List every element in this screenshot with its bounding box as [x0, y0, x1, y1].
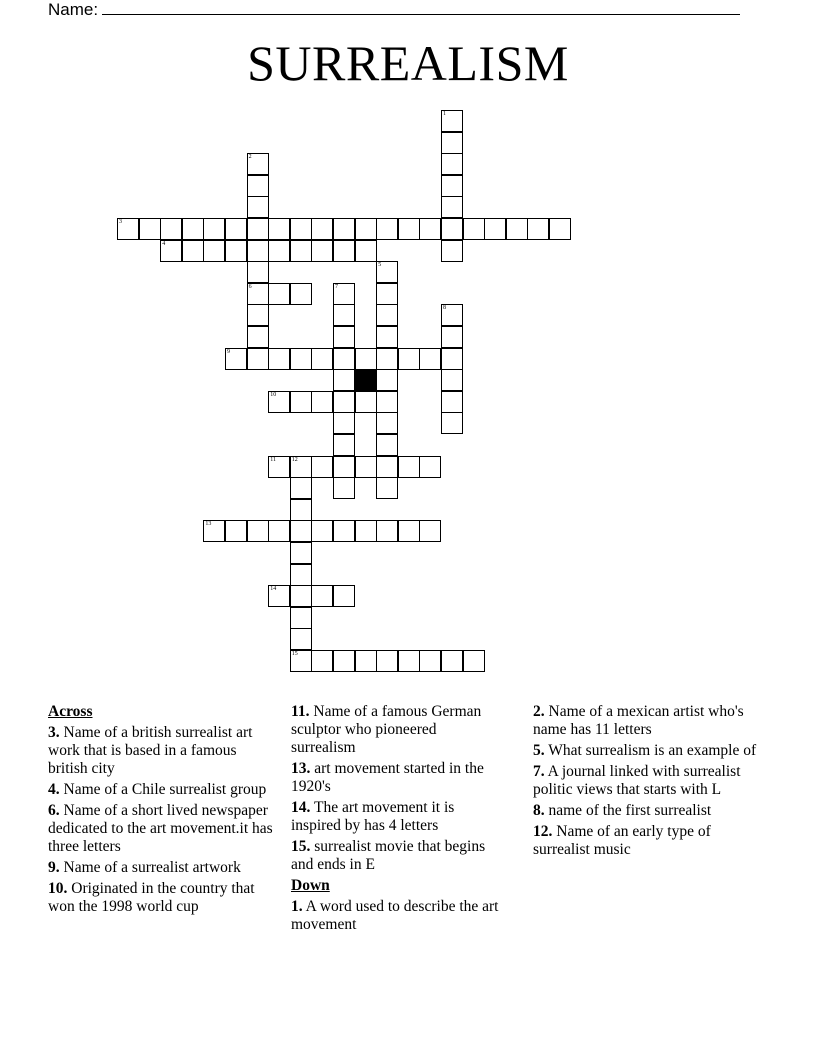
grid-cell[interactable]	[333, 348, 355, 370]
grid-cell[interactable]	[139, 218, 161, 240]
clue-item	[291, 760, 503, 796]
grid-cell[interactable]	[376, 650, 398, 672]
clue-number: 4	[162, 240, 166, 247]
clue-item	[48, 880, 280, 916]
clue-number: 9.	[48, 859, 60, 876]
clue-number: 2.	[533, 703, 545, 720]
grid-cell[interactable]	[247, 196, 269, 218]
grid-cell[interactable]	[247, 218, 269, 240]
clue-number: 11.	[291, 703, 310, 720]
clue-number: 1.	[291, 898, 303, 915]
grid-cell[interactable]	[441, 153, 463, 175]
grid-cell[interactable]	[290, 348, 312, 370]
grid-cell[interactable]	[398, 456, 420, 478]
clue-number: 7.	[533, 763, 545, 780]
grid-cell[interactable]	[376, 348, 398, 370]
clue-number: 14.	[291, 799, 311, 816]
grid-cell[interactable]	[376, 283, 398, 305]
clue-number: 5.	[533, 742, 545, 759]
clue-text: A journal linked with surrealist politic views that starts with L	[533, 763, 741, 798]
grid-cell[interactable]	[268, 520, 290, 542]
grid-cell[interactable]	[333, 391, 355, 413]
grid-cell[interactable]	[549, 218, 571, 240]
grid-cell[interactable]	[311, 520, 333, 542]
grid-cell[interactable]	[225, 240, 247, 262]
numbered-cell[interactable]	[376, 261, 398, 283]
grid-cell[interactable]	[441, 196, 463, 218]
grid-cell[interactable]	[268, 283, 290, 305]
grid-cell[interactable]	[441, 240, 463, 262]
grid-cell[interactable]	[333, 412, 355, 434]
clue-number: 3	[119, 219, 122, 225]
grid-cell[interactable]	[355, 240, 377, 262]
clue-item	[291, 838, 503, 874]
grid-cell[interactable]	[398, 520, 420, 542]
down-heading: Down	[291, 877, 330, 894]
name-label: Name:	[48, 0, 99, 19]
grid-cell[interactable]	[268, 240, 290, 262]
clue-number: 5	[378, 262, 382, 269]
clue-number: 9	[227, 348, 230, 355]
grid-cell[interactable]	[247, 326, 269, 348]
grid-cell[interactable]	[268, 348, 290, 370]
grid-cell[interactable]	[376, 369, 398, 391]
numbered-cell[interactable]	[225, 348, 247, 370]
grid-cell[interactable]	[441, 326, 463, 348]
grid-cell[interactable]	[484, 218, 506, 240]
clue-number: 11	[270, 456, 276, 463]
grid-cell[interactable]	[376, 391, 398, 413]
grid-cell[interactable]	[333, 240, 355, 262]
grid-cell[interactable]	[441, 369, 463, 391]
clue-text: Name of an early type of surrealist music	[533, 823, 711, 858]
grid-cell[interactable]	[441, 650, 463, 672]
grid-cell[interactable]	[463, 650, 485, 672]
grid-cell[interactable]	[290, 585, 312, 607]
grid-cell[interactable]	[311, 650, 333, 672]
grid-cell[interactable]	[311, 391, 333, 413]
grid-cell[interactable]	[247, 348, 269, 370]
grid-cell[interactable]	[311, 585, 333, 607]
clue-number: 12.	[533, 823, 553, 840]
numbered-cell[interactable]	[333, 283, 355, 305]
page-title: SURREALISM	[247, 35, 569, 91]
clue-number: 10.	[48, 880, 68, 897]
grid-cell[interactable]	[355, 348, 377, 370]
clue-text: Name of a short lived newspaper dedicated to the art movement.it has three letters	[48, 802, 273, 855]
grid-cell[interactable]	[333, 650, 355, 672]
grid-cell[interactable]	[419, 456, 441, 478]
clue-number: 8.	[533, 802, 545, 819]
down-clue-list	[291, 898, 503, 934]
numbered-cell[interactable]	[160, 240, 182, 262]
numbered-cell[interactable]	[441, 110, 463, 132]
down-clue-list-continued	[533, 703, 763, 859]
clue-item	[48, 802, 280, 856]
clue-number: 15	[291, 651, 298, 657]
clue-item	[533, 703, 763, 739]
across-heading: Across	[48, 703, 93, 720]
clue-text: Name of a famous German sculptor who pioneered surrealism	[291, 703, 482, 756]
grid-cell[interactable]	[311, 240, 333, 262]
numbered-cell[interactable]	[268, 456, 290, 478]
grid-cell[interactable]	[182, 218, 204, 240]
clue-text: What surrealism is an example of	[544, 742, 757, 759]
grid-cell[interactable]	[355, 456, 377, 478]
numbered-cell[interactable]	[290, 456, 312, 478]
grid-cell[interactable]	[376, 326, 398, 348]
clue-text: name of the first surrealist	[544, 802, 712, 819]
grid-cell[interactable]	[247, 520, 269, 542]
clue-item	[48, 724, 280, 778]
grid-cell[interactable]	[376, 456, 398, 478]
clue-number: 7	[335, 283, 338, 290]
grid-cell[interactable]	[268, 218, 290, 240]
clue-number: 13	[205, 521, 212, 528]
clue-text: Name of a british surrealist art work that is based in a famous british city	[48, 724, 253, 777]
clue-item	[291, 898, 503, 934]
grid-cell[interactable]	[333, 434, 355, 456]
clue-text: Name of a mexican artist who's name has 11 letters	[533, 703, 744, 738]
grid-cell[interactable]	[290, 283, 312, 305]
grid-cell[interactable]	[333, 520, 355, 542]
grid-cell[interactable]	[225, 520, 247, 542]
grid-cell[interactable]	[506, 218, 528, 240]
clue-text: Name of a surrealist artwork	[59, 859, 241, 876]
grid-cell[interactable]	[182, 240, 204, 262]
grid-cell[interactable]	[441, 175, 463, 197]
clue-text: A word used to describe the art movement	[291, 898, 499, 933]
grid-cell[interactable]	[355, 218, 377, 240]
clue-item	[291, 799, 503, 835]
clue-number: 13.	[291, 760, 311, 777]
clue-number: 2	[248, 154, 252, 161]
clue-item	[533, 742, 763, 760]
clue-text: art movement started in the 1920's	[291, 760, 484, 795]
grid-cell[interactable]	[398, 348, 420, 370]
grid-cell[interactable]	[247, 175, 269, 197]
grid-cell[interactable]	[290, 477, 312, 499]
grid-cell[interactable]	[376, 434, 398, 456]
clue-text: The art movement it is inspired by has 4 letters	[291, 799, 455, 834]
clue-text: Name of a Chile surrealist group	[59, 781, 267, 798]
grid-cell[interactable]	[398, 650, 420, 672]
grid-cell[interactable]	[355, 391, 377, 413]
grid-cell[interactable]	[247, 261, 269, 283]
numbered-cell[interactable]	[247, 283, 269, 305]
numbered-cell[interactable]	[203, 520, 225, 542]
grid-cell[interactable]	[441, 132, 463, 154]
grid-cell[interactable]	[376, 520, 398, 542]
clue-item	[48, 859, 280, 877]
grid-cell[interactable]	[290, 218, 312, 240]
numbered-cell[interactable]	[290, 650, 312, 672]
clue-number: 6.	[48, 802, 60, 819]
grid-cell[interactable]	[290, 240, 312, 262]
grid-cell[interactable]	[333, 304, 355, 326]
grid-cell[interactable]	[441, 348, 463, 370]
clue-text: Originated in the country that won the 1998 world cup	[48, 880, 255, 915]
grid-cell[interactable]	[203, 240, 225, 262]
grid-cell[interactable]	[203, 218, 225, 240]
grid-cell[interactable]	[441, 218, 463, 240]
clue-number: 4.	[48, 781, 60, 798]
clue-number: 6	[248, 283, 252, 290]
clue-number: 10	[270, 391, 277, 398]
grid-cell[interactable]	[441, 412, 463, 434]
grid-cell[interactable]	[311, 456, 333, 478]
clue-text: surrealist movie that begins and ends in E	[291, 838, 486, 873]
black-square	[355, 369, 377, 391]
grid-cell[interactable]	[419, 650, 441, 672]
grid-cell[interactable]	[290, 391, 312, 413]
grid-cell[interactable]	[311, 218, 333, 240]
clue-column-2	[291, 703, 503, 937]
grid-cell[interactable]	[333, 585, 355, 607]
clue-item	[533, 802, 763, 820]
numbered-cell[interactable]	[247, 153, 269, 175]
clue-number: 8	[443, 305, 446, 312]
clue-item	[533, 763, 763, 799]
grid-cell[interactable]	[355, 650, 377, 672]
grid-cell[interactable]	[290, 542, 312, 564]
grid-cell[interactable]	[333, 456, 355, 478]
across-clue-list-continued	[291, 703, 503, 874]
grid-cell[interactable]	[527, 218, 549, 240]
across-clue-list	[48, 724, 280, 916]
grid-cell[interactable]	[419, 348, 441, 370]
numbered-cell[interactable]	[441, 304, 463, 326]
grid-cell[interactable]	[247, 304, 269, 326]
numbered-cell[interactable]	[268, 391, 290, 413]
grid-cell[interactable]	[247, 240, 269, 262]
clue-number: 14	[270, 586, 277, 593]
grid-cell[interactable]	[290, 499, 312, 521]
grid-cell[interactable]	[376, 218, 398, 240]
grid-cell[interactable]	[333, 218, 355, 240]
clue-item	[48, 781, 280, 799]
grid-cell[interactable]	[333, 369, 355, 391]
clue-number: 3.	[48, 724, 60, 741]
clue-item	[533, 823, 763, 859]
grid-cell[interactable]	[355, 520, 377, 542]
grid-cell[interactable]	[290, 628, 312, 650]
grid-cell[interactable]	[376, 477, 398, 499]
grid-cell[interactable]	[376, 304, 398, 326]
grid-cell[interactable]	[419, 218, 441, 240]
clue-column-3	[533, 703, 763, 862]
grid-cell[interactable]	[225, 218, 247, 240]
grid-cell[interactable]	[463, 218, 485, 240]
numbered-cell[interactable]	[117, 218, 139, 240]
grid-cell[interactable]	[398, 218, 420, 240]
clue-column-1	[48, 703, 280, 919]
grid-cell[interactable]	[419, 520, 441, 542]
numbered-cell[interactable]	[268, 585, 290, 607]
grid-cell[interactable]	[441, 391, 463, 413]
clue-number: 1	[443, 111, 446, 117]
clue-item	[291, 703, 503, 757]
clue-number: 15.	[291, 838, 311, 855]
clue-number: 12	[291, 456, 298, 463]
grid-cell[interactable]	[160, 218, 182, 240]
grid-cell[interactable]	[290, 520, 312, 542]
grid-cell[interactable]	[290, 607, 312, 629]
grid-cell[interactable]	[333, 326, 355, 348]
grid-cell[interactable]	[290, 564, 312, 586]
grid-cell[interactable]	[311, 348, 333, 370]
grid-cell[interactable]	[333, 477, 355, 499]
grid-cell[interactable]	[376, 412, 398, 434]
